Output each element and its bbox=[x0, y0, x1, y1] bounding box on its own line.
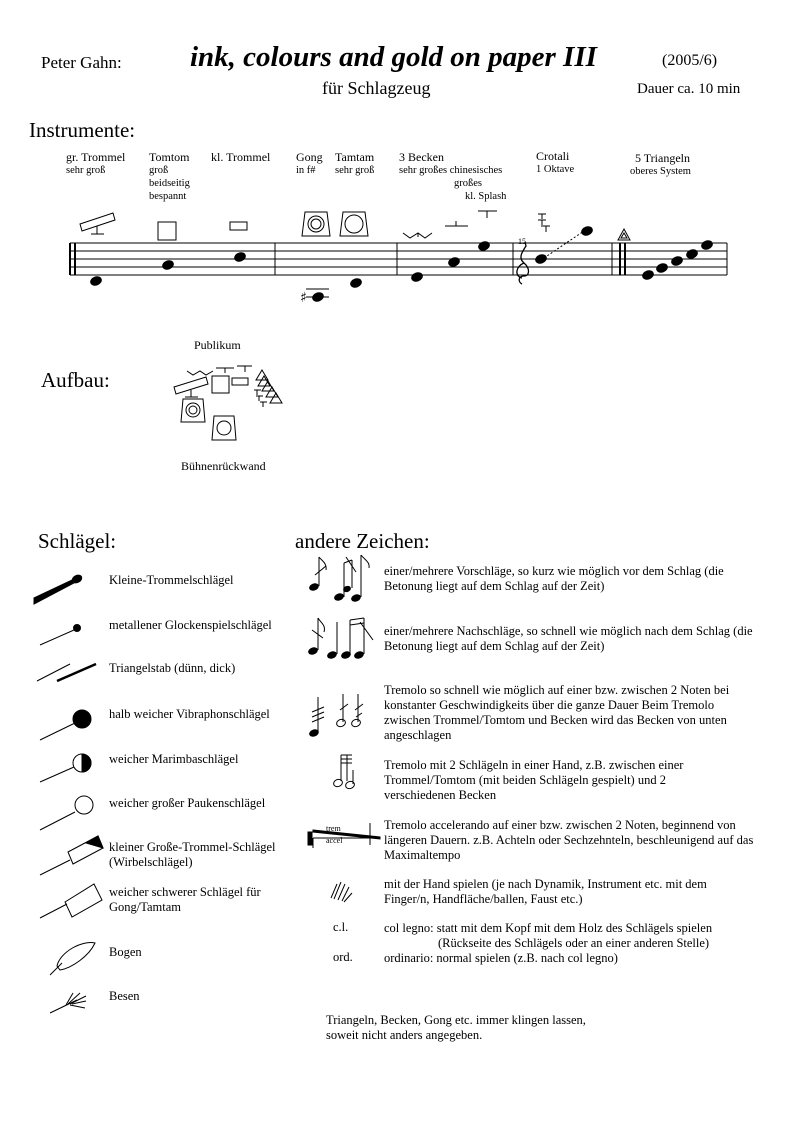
snare-symbol bbox=[230, 222, 247, 230]
instrument-label: Gong in f# bbox=[296, 150, 323, 176]
sharp-sign: ♯ bbox=[300, 290, 307, 306]
instrument-label: kl. Trommel bbox=[211, 150, 271, 164]
cymbals-symbol bbox=[403, 211, 497, 238]
work-subtitle: für Schlagzeug bbox=[322, 78, 431, 98]
mallet-label: weicher schwerer Schlägel für Gong/Tamtam bbox=[109, 885, 261, 914]
composer-name: Peter Gahn: bbox=[41, 53, 122, 72]
sign-description: mit der Hand spielen (je nach Dynamik, Instrument etc. mit dem Finger/n, Handfläche/ballen, Faust etc.) bbox=[384, 877, 707, 906]
accel-label: accel bbox=[326, 836, 343, 845]
instrument-label: 5 Triangeln oberes System bbox=[630, 151, 691, 177]
footnote: Triangeln, Becken, Gong etc. immer klingen lassen, soweit nicht anders angegeben. bbox=[326, 1013, 586, 1042]
trem-label: trem bbox=[326, 824, 341, 833]
mallet-label: halb weicher Vibraphonschlägel bbox=[109, 707, 270, 721]
mallet-label: weicher Marimbaschlägel bbox=[109, 752, 239, 766]
sign-description: Tremolo so schnell wie möglich auf einer bzw. zwischen 2 Noten bei konstanter Geschwindigkeits über die ganze Dauer Beim Tremolo zwischen Trommel/Tomtom und Becken wird das Becken von unten angeschlagen bbox=[384, 683, 730, 742]
work-title: ink, colours and gold on paper III bbox=[190, 41, 597, 73]
instrumente-heading: Instrumente: bbox=[29, 118, 136, 142]
sign-description: Tremolo accelerando auf einer bzw. zwischen 2 Noten, beginnend von längeren Dauern. z.B. Achteln oder Sechzehnteln, beschleunigend auf das Maximaltempo bbox=[384, 818, 754, 862]
ordinario-text: ordinario: normal spielen (z.B. nach col legno) bbox=[384, 951, 618, 965]
setup-top-label: Publikum bbox=[194, 338, 241, 352]
col-legno-abbr: c.l. bbox=[333, 920, 349, 934]
octave-mark: 15 bbox=[518, 237, 526, 246]
treble-clef-icon bbox=[517, 242, 529, 284]
schlaegel-heading: Schlägel: bbox=[38, 529, 117, 553]
work-duration: Dauer ca. 10 min bbox=[637, 81, 741, 97]
gong-symbol bbox=[302, 212, 330, 236]
mallet-label: kleiner Große-Trommel-Schlägel (Wirbelschlägel) bbox=[109, 840, 276, 869]
setup-bottom-label: Bühnenrückwand bbox=[181, 459, 266, 473]
triangle-symbol bbox=[618, 229, 630, 240]
sign-noteheads bbox=[307, 582, 365, 790]
sign-description: Tremolo mit 2 Schlägeln in einer Hand, z.B. zwischen einer Trommel/Tomtom (mit beiden Schlägeln gespielt) und 2 verschiedenen Becken bbox=[384, 758, 684, 802]
bass-drum-symbol bbox=[80, 213, 115, 234]
mallet-label: Triangelstab (dünn, dick) bbox=[109, 661, 236, 675]
mallet-label: Bogen bbox=[109, 945, 142, 959]
instrument-label: Crotali 1 Oktave bbox=[536, 149, 575, 175]
staff-lines bbox=[70, 243, 727, 275]
crotales-symbol bbox=[538, 214, 550, 232]
zeichen-heading: andere Zeichen: bbox=[295, 529, 430, 553]
sign-icons bbox=[308, 555, 380, 902]
instrument-label: Tomtom groß beidseitig bespannt bbox=[149, 150, 190, 202]
ordinario-abbr: ord. bbox=[333, 950, 353, 964]
mallet-label: Besen bbox=[109, 989, 140, 1003]
tomtom-symbol bbox=[158, 222, 176, 240]
instrument-label: gr. Trommel sehr groß bbox=[66, 150, 126, 176]
sign-description: einer/mehrere Vorschläge, so kurz wie möglich vor dem Schlag (die Betonung liegt auf dem Schlag auf der Zeit) bbox=[384, 564, 724, 593]
aufbau-heading: Aufbau: bbox=[41, 368, 110, 392]
tamtam-symbol bbox=[340, 212, 368, 236]
instrument-label: 3 Becken sehr großes chinesisches großes kl. Splash bbox=[399, 150, 507, 202]
instrument-label: Tamtam sehr groß bbox=[335, 150, 375, 176]
sign-description: einer/mehrere Nachschläge, so schnell wie möglich nach dem Schlag (die Betonung liegt auf dem Schlag auf der Zeit) bbox=[384, 624, 753, 653]
work-year: (2005/6) bbox=[662, 52, 718, 69]
mallet-icons bbox=[34, 574, 103, 1013]
col-legno-text: col legno: statt mit dem Kopf mit dem Holz des Schlägels spielen bbox=[384, 921, 713, 935]
mallet-label: Kleine-Trommelschlägel bbox=[109, 573, 234, 587]
setup-diagram bbox=[174, 366, 282, 440]
col-legno-text2: (Rückseite des Schlägels oder an einer anderen Stelle) bbox=[438, 936, 710, 950]
mallet-label: metallener Glockenspielschlägel bbox=[109, 618, 272, 632]
mallet-label: weicher großer Paukenschlägel bbox=[109, 796, 266, 810]
